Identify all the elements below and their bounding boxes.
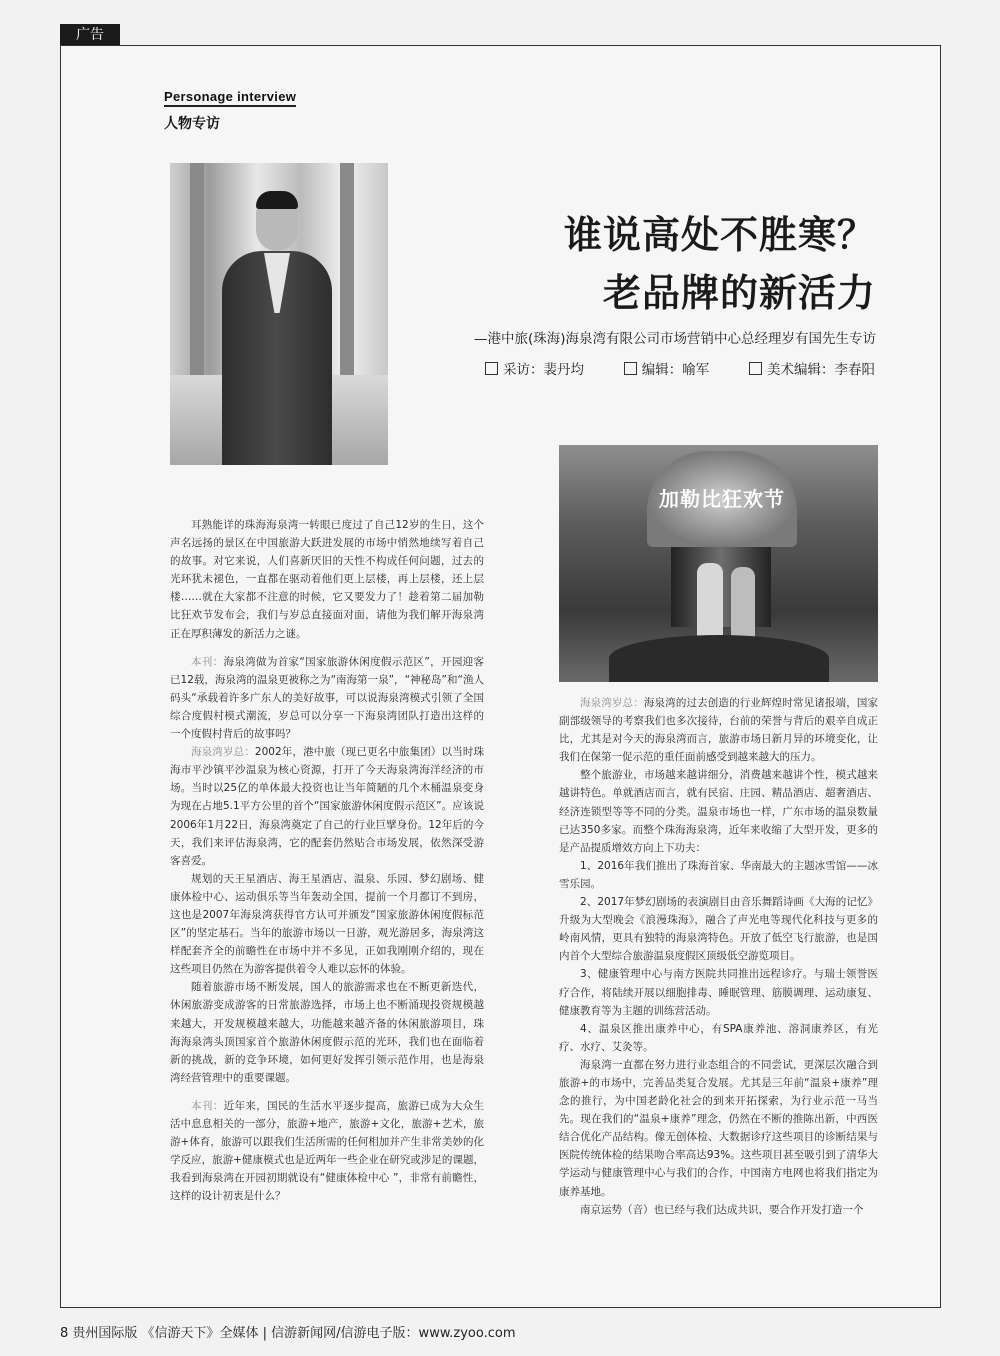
subtitle: —港中旅(珠海)海泉湾有限公司市场营销中心总经理岁有国先生专访 bbox=[473, 331, 876, 347]
headline-line-1: 谁说高处不胜寒？ bbox=[563, 213, 876, 257]
checkbox-icon bbox=[749, 362, 762, 375]
question-1: 本刊：海泉湾做为首家“国家旅游休闲度假示范区”，开园迎客已12载，海泉湾的温泉更被称之为“南海第一泉”，“神秘岛”和“渔人码头“承载着许多广东人的美好故事，可以说海泉湾模式引领了全国综合度假村模式潮流，岁总可以分享一下海泉湾团队打造出这样的一个度假村背后的故事吗？ bbox=[170, 655, 484, 741]
left-column bbox=[170, 516, 484, 1205]
answer-1: 海泉湾岁总：2002年，港中旅（现已更名中旅集团）以当时珠海市平沙镇平沙温泉为核心资源，打开了今天海泉湾海洋经济的市场。当时以25亿的单体最大投资也让当年简陋的几个木桶温泉变身为现在占地5.1平方公里的首个“国家旅游休闲度假示范区”。应该说2006年1月22日，海泉湾奠定了自己的行业巨擘身份。12年后的今天，我们来评估海泉湾，它的配套仍然贴合市场发展，依然深受游客喜爱。 bbox=[170, 746, 484, 867]
list-item-4: 4、温泉区推出康养中心，有SPA康养池、溶洞康养区，有光疗、水疗、艾灸等。 bbox=[559, 1022, 878, 1053]
credit-art-editor: 美术编辑：李春阳 bbox=[749, 358, 875, 378]
page-footer: 8 贵州国际版 《信游天下》全媒体 | 信游新闻网/信游电子版：www.zyoo.com bbox=[60, 1326, 516, 1341]
event-banner-text: 加勒比狂欢节 bbox=[659, 487, 785, 511]
section-label-zh: 人物专访 bbox=[164, 116, 220, 132]
answer-1-paragraph-3: 随着旅游市场不断发展，国人的旅游需求也在不断更新迭代，休闲旅游变成游客的日常旅游选择，市场上也不断涌现投资规模越来越大，开发规模越来越大，功能越来越齐备的休闲旅游项目，珠海海泉湾头顶国家首个旅游休闲度假示范的光环，我们也在面临着新的挑战，新的竞争环境，如何更好发挥引领示范作用，也是海泉湾经营管理中的重要课题。 bbox=[170, 981, 484, 1084]
answer-1-paragraph-2: 规划的天王星酒店、海王星酒店、温泉、乐园、梦幻剧场、健康体检中心、运动俱乐等当年轰动全国，提前一个月都订不到房，这也是2007年海泉湾获得官方认可并颁发“国家旅游休闲度假标范区”的坚定基石。当年的旅游市场以一日游，观光游居多，海泉湾这样配套齐全的前瞻性在市场中并不多见，正如我刚刚介绍的，现在这些项目仍然在为游客提供着令人难以忘怀的体验。 bbox=[170, 872, 484, 976]
list-item-2: 2、2017年梦幻剧场的表演剧目由音乐舞蹈诗画《大海的记忆》升级为大型晚会《浪漫珠海》，融合了声光电等现代化科技与更多的岭南风情，更具有独特的海泉湾特色。开放了低空飞行旅游，也是国内首个大型综合旅游温泉度假区顶级低空游览项目。 bbox=[559, 896, 878, 963]
list-item-3: 3、健康管理中心与南方医院共同推出远程诊疗。与瑞士领誉医疗合作，将陆续开展以细胞排毒、睡眠管理、筋膜调理、运动康复、健康教育等为主题的训练营活动。 bbox=[559, 968, 878, 1017]
section-label-en: Personage interview bbox=[164, 89, 296, 107]
credits bbox=[485, 358, 875, 378]
checkbox-icon bbox=[624, 362, 637, 375]
right-column bbox=[559, 694, 878, 1219]
question-2: 本刊：近年来，国民的生活水平逐步提高，旅游已成为大众生活中息息相关的一部分，旅游+地产，旅游+文化，旅游+艺术，旅游+体育，旅游可以跟我们生活所需的任何相加并产生非常美妙的化学反应，旅游+健康模式也是近两年一些企业在研究或涉足的课题，我看到海泉湾在开园初期就设有“健康体检中心 ”，非常有前瞻性，这样的设计初衷是什么？ bbox=[170, 1099, 485, 1203]
credit-interview: 采访：裴丹均 bbox=[485, 358, 584, 378]
portrait-photo bbox=[170, 163, 388, 465]
checkbox-icon bbox=[485, 362, 498, 375]
list-item-1: 1、2016年我们推出了珠海首家、华南最大的主题冰雪馆——冰雪乐园。 bbox=[559, 859, 878, 890]
section-label bbox=[164, 89, 296, 133]
answer-2-paragraph-3: 海泉湾一直都在努力进行业态组合的不同尝试，更深层次融合到旅游+的市场中，完善品类复合发展。尤其是三年前“温泉+康养”理念的推行，为中国老龄化社会的到来开拓探索，为行业示范一马当先。现在我们的“温泉+康养”理念，仍然在不断的推陈出新，中西医结合优化产品结构。像无创体检、大数据诊疗这些项目的诊断结果与医院传统体检的结果吻合率高达93%。这些项目甚至吸引到了清华大学运动与健康管理中心与我们的合作，中国南方电网也将我们指定为康养基地。 bbox=[559, 1058, 878, 1198]
answer-2-paragraph-2: 整个旅游业，市场越来越讲细分，消费越来越讲个性，模式越来越讲特色。单就酒店而言，就有民宿、庄园、精品酒店、超奢酒店、经济连锁型等等不同的分类。温泉市场也一样，广东市场的温泉数量已达350多家。而整个珠海海泉湾，近年来收缩了大型开发，更多的是产品提质增效方向上下功夫： bbox=[559, 769, 878, 854]
ad-tag: 广告 bbox=[60, 24, 120, 46]
answer-2: 海泉湾岁总：海泉湾的过去创造的行业辉煌时常见诸报端，国家副部级领导的考察我们也多次接待，台前的荣誉与背后的艰辛自成正比，尤其是对今天的海泉湾而言，旅游市场日新月异的环境变化，让我们在保第一促示范的重任面前感受到越来越大的压力。 bbox=[559, 697, 879, 764]
credit-editor: 编辑：喻军 bbox=[624, 358, 710, 378]
intro-paragraph: 耳熟能详的珠海海泉湾一转眼已度过了自己12岁的生日，这个声名远扬的景区在中国旅游大跃进发展的市场中悄然地续写着自己的故事。对它来说，人们喜新厌旧的天性不构成任何问题，过去的光环犹未褪色，一直都在驱动着他们更上层楼，再上层楼，还上层楼……就在大家都不注意的时候，它又要发力了！趁着第二届加勒比狂欢节发布会，我们与岁总直接面对面，请他为我们解开海泉湾正在厚积薄发的新活力之谜。 bbox=[170, 519, 484, 640]
answer-2-paragraph-4: 南京运势（音）也已经与我们达成共识，要合作开发打造一个 bbox=[580, 1203, 864, 1216]
event-photo bbox=[559, 445, 878, 682]
headline-line-2: 老品牌的新活力 bbox=[602, 271, 876, 315]
